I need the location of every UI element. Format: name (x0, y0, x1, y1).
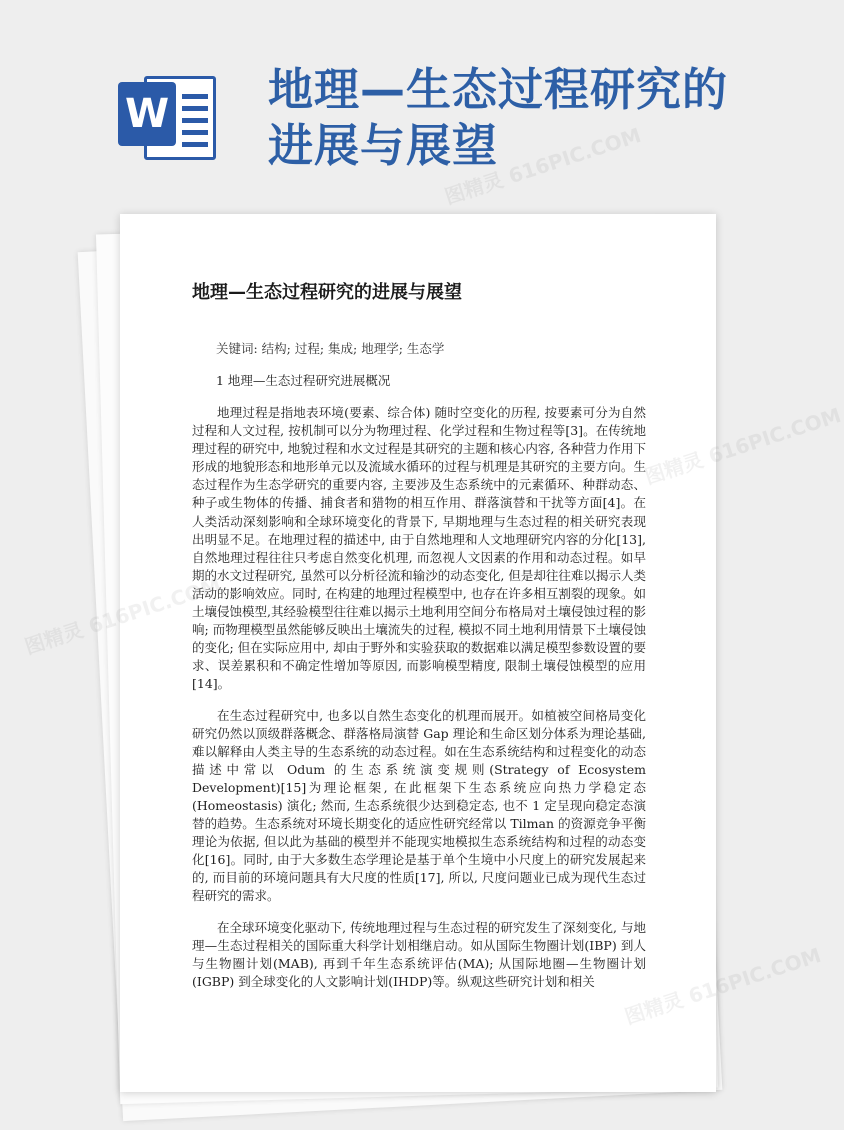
watermark: 图精灵 616PIC.COM (441, 122, 644, 209)
body-paragraph: 在全球环境变化驱动下, 传统地理过程与生态过程的研究发生了深刻变化, 与地理—生态过程相关的国际重大科学计划相继启动。如从国际生物圈计划(IBP) 到人与生物圈计划(MAB), 再到千年生态系统评估(MA); 从国际地圈—生物圈计划(IGBP) 到全球变化的人文影响计划(IHDP)等。纵观这些研究计划和相关 (192, 919, 646, 989)
document-page (120, 214, 716, 1092)
watermark: 图精灵 616PIC.COM (641, 402, 844, 489)
word-letter-badge: W (118, 82, 176, 146)
keywords-line: 关键词: 结构; 过程; 集成; 地理学; 生态学 (216, 341, 445, 356)
icon-text-line (182, 106, 208, 111)
watermark: 图精灵 (21, 617, 87, 659)
icon-text-line (182, 118, 208, 123)
icon-text-line (182, 130, 208, 135)
word-document-icon (118, 72, 218, 162)
document-title: 地理—生态过程研究的进展与展望 (192, 282, 462, 303)
icon-text-line (182, 142, 208, 147)
body-paragraph: 地理过程是指地表环境(要素、综合体) 随时空变化的历程, 按要素可分为自然过程和人文过程, 按机制可以分为物理过程、化学过程和生物过程等[3]。在传统地理过程的研究中, 地貌过程和水文过程是其研究的主题和核心内容, 各种营力作用下形成的地貌形态和地形单元以及流域水循环的过程与机理是其研究的主要方向。生态过程作为生态学研究的重要内容, 主要涉及生态系统中的元素循环、种群动态、种子或生物体的传播、捕食者和猎物的相互作用、群落演替和干扰等方面[4]。在人类活动深刻影响和全球环境变化的背景下, 早期地理与生态过程的相关研究表现出明显不足。在地理过程的描述中, 由于自然地理和人文地理研究内容的分化[13], 自然地理过程往往只考虑自然变化机理, 而忽视人文因素的作用和动态过程。如早期的水文过程研究, 虽然可以分析径流和输沙的动态变化, 但是却往往难以揭示人类活动的影响效应。同时, 在构建的地理过程模型中, 也存在许多相互割裂的现象。如土壤侵蚀模型,其经验模型往往难以揭示土地利用空间分布格局对土壤侵蚀过程的影响; 而物理模型虽然能够反映出土壤流失的过程, 模拟不同土地利用情景下土壤侵蚀的变化; 但在实际应用中, 却由于野外和实验获取的数据难以满足模型参数设置的要求、误差累积和不确定性增加等原因, 而影响模型精度, 限制土壤侵蚀模型的应用[14]。 (192, 405, 646, 692)
icon-text-line (182, 94, 208, 99)
body-paragraph: 在生态过程研究中, 也多以自然生态变化的机理而展开。如植被空间格局变化研究仍然以顶级群落概念、群落格局演替 Gap 理论和生命区划分体系为理论基础, 难以解释由人类主导的生态系统的动态过程。如在生态系统结构和过程变化的动态描述中常以 Odum 的生态系统演变规则(Strategy of Ecosystem Development)[15]为理论框架, 在此框架下生态系统应向热力学稳定态(Homeostasis) 演化; 然而, 生态系统很少达到稳定态, 也不 1 定呈现向稳定态演替的趋势。生态系统对环境长期变化的适应性研究经常以 Tilman 的资源竞争平衡理论为依据, 但以此为基础的模型并不能现实地模拟生态系统结构和过程的动态变化[16]。同时, 由于大多数生态学理论是基于单个生境中小尺度上的研究发展起来的, 而目前的环境问题具有大尺度的性质[17], 所以, 尺度问题业已成为现代生态过程研究的需求。 (192, 707, 646, 904)
section-heading: 1 地理—生态过程研究进展概况 (216, 373, 391, 388)
page-header (0, 0, 800, 200)
page-heading: 地理—生态过程研究的进展与展望 (268, 63, 729, 172)
watermark: 图精灵 616PIC.COM (621, 942, 824, 1029)
